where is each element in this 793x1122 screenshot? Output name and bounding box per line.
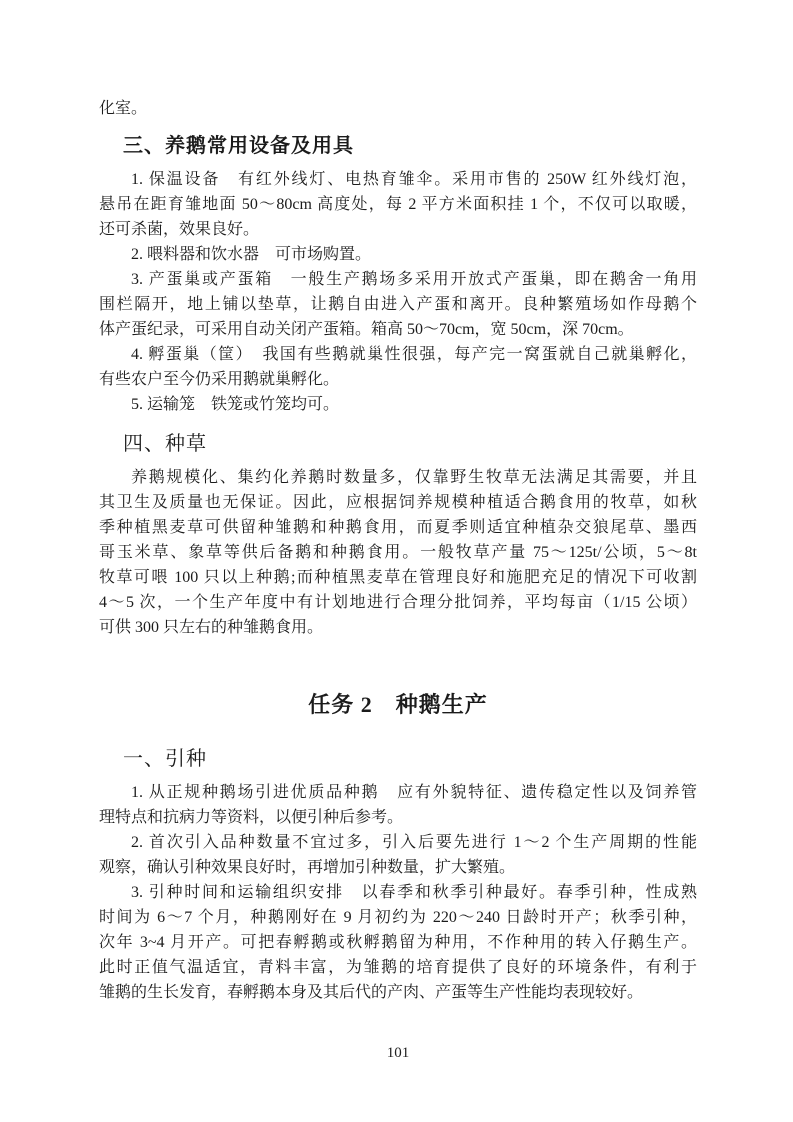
- paragraph: [99, 465, 697, 640]
- text-line: 雏鹅的生长发育，春孵鹅本身及其后代的产肉、产蛋等生产性能均表现较好。: [99, 984, 644, 1001]
- text-line: 体产蛋纪录，可采用自动关闭产蛋箱。箱高 50～70cm，宽 50cm，深 70cm。: [99, 321, 634, 338]
- text-line: 5. 运输笼 铁笼或竹笼均可。: [131, 396, 340, 413]
- text-line: 有些农户至今仍采用鹅就巢孵化。: [99, 371, 340, 388]
- paragraph: [99, 242, 697, 267]
- text-line: 观察，确认引种效果良好时，再增加引种数量，扩大繁殖。: [99, 859, 516, 876]
- text-line: 哥玉米草、象草等供后备鹅和种鹅食用。一般牧草产量 75～125t/公顷，5～8t: [99, 544, 697, 561]
- paragraph: [99, 830, 697, 880]
- paragraph: [99, 167, 697, 242]
- text-line: 还可杀菌，效果良好。: [99, 221, 260, 238]
- text-line: 3. 产蛋巢或产蛋箱 一般生产鹅场多采用开放式产蛋巢，即在鹅舍一角用: [131, 271, 697, 288]
- paragraph: [99, 392, 697, 417]
- page-number: 101: [386, 1045, 410, 1061]
- text-line: 其卫生及质量也无保证。因此，应根据饲养规模种植适合鹅食用的牧草，如秋: [99, 494, 697, 511]
- task-title: 任务 2 种鹅生产: [308, 692, 488, 717]
- text-line: 围栏隔开，地上铺以垫草，让鹅自由进入产蛋和离开。良种繁殖场如作母鹅个: [99, 296, 697, 313]
- text-line: 时间为 6～7 个月，种鹅刚好在 9 月初约为 220～240 日龄时开产；秋季引种，: [99, 909, 697, 926]
- text-line: 悬吊在距育雏地面 50～80cm 高度处，每 2 平方米面积挂 1 个，不仅可以取暖，: [99, 196, 697, 213]
- text-line: 4～5 次，一个生产年度中有计划地进行合理分批饲养，平均每亩（1/15 公顷）: [99, 594, 697, 611]
- text-line: 次年 3~4 月开产。可把春孵鹅或秋孵鹅留为种用，不作种用的转入仔鹅生产。: [99, 934, 697, 951]
- paragraph: [99, 342, 697, 392]
- text-line: 3. 引种时间和运输组织安排 以春季和秋季引种最好。春季引种，性成熟: [131, 884, 697, 901]
- text-line: 理特点和抗病力等资料，以便引种后参考。: [99, 809, 404, 826]
- section-heading: 三、养鹅常用设备及用具: [123, 135, 354, 157]
- paragraph: [99, 880, 697, 1005]
- text-line: 季种植黑麦草可供留种雏鹅和种鹅食用，而夏季则适宜种植杂交狼尾草、墨西: [99, 519, 697, 536]
- section-heading: 四、种草: [123, 433, 207, 455]
- document-content: [99, 96, 697, 1005]
- paragraph: [99, 267, 697, 342]
- text-line: 2. 首次引入品种数量不宜过多，引入后要先进行 1～2 个生产周期的性能: [131, 834, 697, 851]
- text-line: 牧草可喂 100 只以上种鹅;而种植黑麦草在管理良好和施肥充足的情况下可收割: [99, 569, 697, 586]
- text-line: 1. 从正规种鹅场引进优质品种鹅 应有外貌特征、遗传稳定性以及饲养管: [131, 784, 697, 801]
- text-line: 此时正值气温适宜，青料丰富，为雏鹅的培育提供了良好的环境条件，有利于: [99, 959, 697, 976]
- text-line: 2. 喂料器和饮水器 可市场购置。: [131, 246, 372, 263]
- section-heading: 一、引种: [123, 748, 207, 770]
- text-line: 化室。: [99, 100, 148, 117]
- text-line: 4. 孵蛋巢（筐） 我国有些鹅就巢性很强，每产完一窝蛋就自己就巢孵化，: [131, 346, 697, 363]
- text-line: 可供 300 只左右的种雏鹅食用。: [99, 619, 324, 636]
- paragraph: [99, 780, 697, 830]
- text-line: 1. 保温设备 有红外线灯、电热育雏伞。采用市售的 250W 红外线灯泡，: [131, 171, 697, 188]
- text-line: 养鹅规模化、集约化养鹅时数量多，仅靠野生牧草无法满足其需要，并且: [131, 469, 697, 486]
